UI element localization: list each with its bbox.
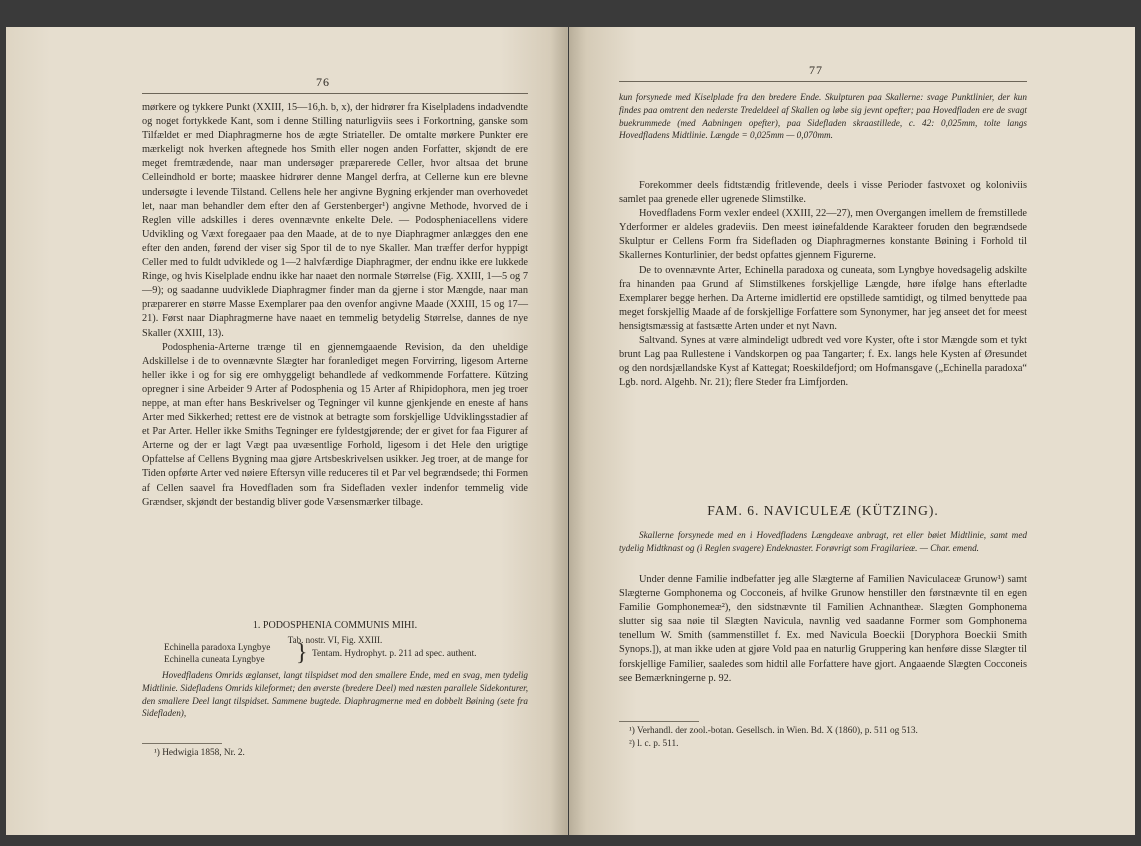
right-footnote-1: ¹) Verhandl. der zool.-botan. Gesellsch. in Wien. Bd. X (1860), p. 511 og 513. <box>629 726 918 736</box>
right-final-paragraph <box>619 573 1027 686</box>
right-footnote-rule <box>619 721 699 722</box>
right-footnote-2: ²) l. c. p. 511. <box>629 739 679 749</box>
right-page <box>569 27 1135 835</box>
left-body <box>142 101 528 510</box>
synonym-1: Echinella paradoxa Lyngbye <box>164 643 271 653</box>
species-reference: Tab. nostr. VI, Fig. XXIII. <box>287 635 383 645</box>
family-heading: FAM. 6. NAVICULEÆ (KÜTZING). <box>707 503 939 518</box>
right-paragraph-3: De to ovennævnte Arter, Echinella paradoxa og cuneata, som Lyngbye hovedsagelig adskilte fra hinanden paa Grund af Slimstilkenes forskjellige Længde, høre ifølge hans efterladte Exemplarer begge herhen. Da Arterne imidlertid ere opstillede samtidigt, og tilmed benyttede paa meget forskjellig Maade af de forskjellige Forfattere som Synonymer, har jeg anseet det for meest hensigtsmæssig at fastsætte Arten under et nyt Navn. <box>619 264 1027 332</box>
left-paragraph-1: mørkere og tykkere Punkt (XXIII, 15—16,h. b, x), der hidrører fra Kiselpladens indadvendte og noget fortykkede Kant, som i denne Stilling naturligviis sees i Forkortning, ganske som Tilfældet er med Diaphragmerne hos de ægte Striateller. De omtalte mørkere Punkter ere mærkeligt nok hverken aftegnede hos Smith eller nogen anden Forfatter, skjøndt de ere meget fremtrædende, naar man undersøger præparerede Celler, hvor altsaa det brune Celleindhold er borte; maaskee hidrører denne Mangel derfra, at Cellerne kun ere blevne undersøgte i levende Tilstand. Cellens hele her angivne Bygning erkjender man overhovedet let, naar man behandler dem efter den af Gerstenberger¹) angivne Methode, hvorved de i Reglen ville adskilles i deres ovennævnte enkelte Dele. — Podospheniacellens videre Udvikling og Væxt foregaaer paa den Maade, at de to nye Diaphragmer anlægges den ene efter den anden, førend der viser sig Spor til de to nye Skaller. Man træffer derfor hyppigt Celler med to fuldt udviklede og 1—2 halvfærdige Diaphragmer, der endnu ikke ere lukkede Ringe, og hvis Kiselplade endnu ikke har naaet den normale Størrelse (Fig. XXIII, 1—5 og 7—9); og saadanne uudviklede Diaphragmer finder man da gjerne i stor Mængde, naar man præparerer en større Masse Exemplarer paa den ovenfor angivne Maade (XXIII, 15 og 17—21). Først naar Diaphragmerne have naaet en temmelig betydelig Størrelse, dannes de nye Skaller (XXIII, 13). <box>142 102 528 339</box>
right-paragraph-final: Under denne Familie indbefatter jeg alle Slægterne af Familien Naviculaceæ Grunow¹) samt Slægterne Gomphonema og Cocconeis, af hvilke Grunow henstiller den førstnævnte til en egen Familie Gomphonemeæ²), den sidstnævnte til Familien Achnantheæ. Slægten Gomphonema slutter sig saa nøie til Slægten Navicula, navnlig ved saadanne Former som Gomphonema tenellum W. Smith (sammenstillet f. Ex. med Navicula Boeckii [Doryphora Boeckii Smith Synops.]), at man ikke uden at gjøre Vold paa en naturlig Gruppering kan henføre disse Slægter til forskjellige Familier, saaledes som hidtil alle Forfattere have gjort. Angaaende Slægten Cocconeis see Bemærkningerne p. 92. <box>619 574 1027 684</box>
left-page <box>6 27 568 835</box>
synonym-brace: } <box>296 640 308 666</box>
right-page-number: 77 <box>809 63 823 77</box>
right-body <box>619 179 1027 390</box>
right-paragraph-2: Hovedfladens Form vexler endeel (XXIII, 22—27), men Overgangen imellem de fremstillede Yderformer er aldeles gradeviis. Den meest iøinefaldende Karakteer foruden den begrændsede Skulptur er Cellens Form fra Sidefladen og Diaphragmernes konstante Bøining i Forhold til Skallernes Konturlinier, der bedst opfattes gjennem Figurerne. <box>619 208 1027 262</box>
left-header-rule <box>142 93 528 94</box>
right-intro-italic: kun forsynede med Kiselplade fra den bredere Ende. Skulpturen paa Skallerne: svage Punktlinier, der kun findes paa omtrent den nederste Tredeldeel af Skallen og løbe sig jevnt opefter; paa Hovedfladen ere de svagt buekrummede (med Aabningen opefter), paa Sidefladen skraastillede, c. 42: 0,025mm, tolte langs Hovedfladens Midtlinie. Længde = 0,025mm — 0,070mm. <box>619 92 1027 141</box>
family-description: Skallerne forsynede med en i Hovedfladens Længdeaxe anbragt, ret eller bøiet Midtlinie, samt med tydelig Midtknast og (i Reglen svagere) Endeknaster. Forøvrigt som Fragilarieæ. — Char. emend. <box>619 530 1027 553</box>
left-page-number: 76 <box>316 75 330 89</box>
species-heading: 1. PODOSPHENIA COMMUNIS MIHI. <box>252 620 418 631</box>
footnote-rule <box>142 743 222 744</box>
synonym-reference: Tentam. Hydrophyt. p. 211 ad spec. authent. <box>312 649 477 659</box>
species-description: Hovedfladens Omrids æglanset, langt tilspidset mod den smallere Ende, med en svag, men tydelig Midtlinie. Sidefladens Omrids kileformet; den øverste (bredere Deel) med næsten parallele Sidekonturer, den smallere Deel langt tilspidset. Sammene bugtede. Diaphragmerne med en dobbelt Bøining (sete fra Sidefladen), <box>142 670 528 719</box>
right-paragraph-4: Saltvand. Synes at være almindeligt udbredt ved vore Kyster, ofte i stor Mængde som et tykt brunt Lag paa Rullestene i Vandskorpen og paa Tangarter; f. Ex. langs hele Kysten af Øresundet og den nordsjællandske Kyst af Kattegat; Roeskildefjord; om Hofmansgave („Echinella paradoxa“ Lgb. nord. Algehb. Nr. 21); flere Steder fra Limfjorden. <box>619 335 1027 389</box>
left-footnote: ¹) Hedwigia 1858, Nr. 2. <box>154 748 245 758</box>
left-paragraph-2: Podosphenia-Arterne trænge til en gjennemgaaende Revision, da den uheldige Adskillelse i de to ovennævnte Slægter har foranlediget megen Forvirring, ligesom Arterne heller ikke i og for sig ere omhyggeligt behandlede af vedkommende Forfattere. Kützing opregner i sine Arbeider 9 Arter af Podosphenia og 15 Arter af Rhipidophora, men jeg troer neppe, at man efter hans Beskrivelser og Tegninger vil kunne gjenkjende en eneste af hans Arter med Sikkerhed; rettest ere de vistnok at betragte som forskjellige Udviklingsstadier af et Par Arter. Heller ikke Smiths Tegninger ere fyldestgjørende; der er givet for faa Figurer af Arterne og der er lagt Vægt paa uvæsentlige Forhold, ligesom i det Hele den urigtige Opfattelse af Cellens Bygning maa gjøre Artsbeskrivelsen usikker. Jeg troer, at de mange for Tiden opførte Arter ved nøiere Eftersyn ville reduceres til et Par vel begrændsede; thi Formen af Cellen saavel fra Hovedfladen som fra Sidefladen vexler indenfor temmelig vide Grændser, skjøndt der bestandig bliver gode Væsensmærker tilbage. <box>142 341 528 508</box>
right-header-rule <box>619 81 1027 82</box>
synonym-2: Echinella cuneata Lyngbye <box>164 655 265 665</box>
right-paragraph-1: Forekommer deels fidtstændig fritlevende, deels i visse Perioder fastvoxet og koloniviis samlet paa grenede eller ugrenede Slimstilke. <box>619 180 1027 206</box>
